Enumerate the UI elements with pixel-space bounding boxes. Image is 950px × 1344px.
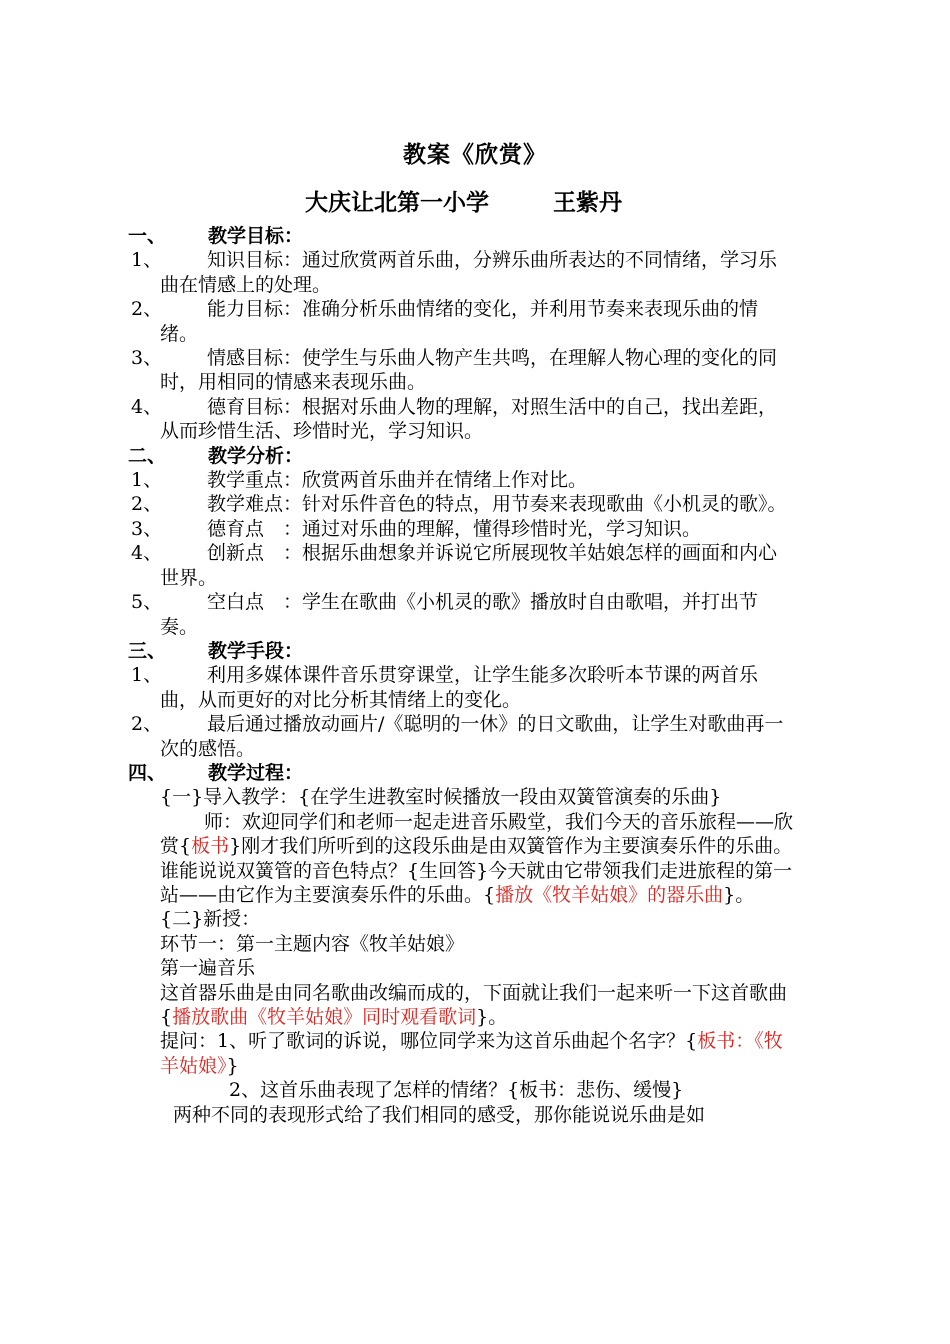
list-item bbox=[128, 248, 793, 297]
list-item bbox=[128, 541, 793, 590]
teacher-paragraph: 师：欢迎同学们和老师一起走进音乐殿堂，我们今天的音乐旅程——欣赏{板书}刚才我们所听到的这段乐曲是由双簧管作为主要演奏乐件的乐曲。谁能说说双簧管的音色特点？{生回答}今天就由它带领我们走进旅程的第一站——由它作为主要演奏乐件的乐曲。{播放《牧羊姑娘》的器乐曲}。 bbox=[160, 810, 794, 906]
document-body bbox=[128, 224, 793, 1127]
list-item bbox=[128, 297, 793, 346]
list-item bbox=[128, 492, 793, 516]
section-number: 三、 bbox=[128, 639, 167, 662]
list-item bbox=[128, 468, 793, 492]
section-number: 二、 bbox=[128, 444, 167, 467]
board-note: 板书 bbox=[191, 835, 230, 858]
section-number: 一、 bbox=[128, 225, 167, 247]
board-note: 板书：《牧羊姑娘》 bbox=[160, 1030, 783, 1077]
step-heading: 环节一：第一主题内容《牧羊姑娘》 bbox=[160, 932, 465, 955]
item-text: 情感目标：使学生与乐曲人物产生共鸣，在理解人物心理的变化的同时，用相同的情感来表现乐曲。 bbox=[160, 347, 778, 394]
list-item bbox=[128, 346, 793, 395]
song-paragraph: 这首器乐曲是由同名歌曲改编而成的，下面就让我们一起来听一下这首歌曲{播放歌曲《牧羊姑娘》同时观看歌词}。 bbox=[160, 981, 788, 1028]
item-number: 3、 bbox=[131, 347, 163, 370]
item-number: 4、 bbox=[131, 395, 163, 418]
item-text: 德育目标：根据对乐曲人物的理解，对照生活中的自己，找出差距，从而珍惜生活、珍惜时光，学习知识。 bbox=[160, 395, 778, 443]
item-text: 创新点 ：根据乐曲想象并诉说它所展现牧羊姑娘怎样的画面和内心世界。 bbox=[160, 542, 778, 589]
section-title: 教学目标： bbox=[208, 225, 304, 247]
section-heading bbox=[128, 224, 793, 248]
item-text: 最后通过播放动画片/《聪明的一休》的日文歌曲，让学生对歌曲再一次的感悟。 bbox=[160, 713, 784, 760]
play-instruction: 播放《牧羊姑娘》的器乐曲 bbox=[495, 883, 724, 906]
item-text: 利用多媒体课件音乐贯穿课堂，让学生能多次聆听本节课的两首乐曲，从而更好的对比分析其情绪上的变化。 bbox=[160, 664, 759, 711]
item-text: 空白点 ：学生在歌曲《小机灵的歌》播放时自由歌唱，并打出节奏。 bbox=[160, 591, 759, 638]
item-number: 1、 bbox=[131, 469, 163, 492]
document-title: 教案《欣赏》 bbox=[403, 141, 547, 168]
list-item bbox=[128, 663, 793, 712]
item-number: 1、 bbox=[131, 249, 163, 272]
step-subheading: 第一遍音乐 bbox=[160, 957, 256, 980]
section-heading bbox=[128, 761, 793, 785]
section-title: 教学过程： bbox=[208, 761, 304, 784]
section-heading bbox=[128, 444, 793, 468]
item-number: 1、 bbox=[131, 664, 163, 687]
section-number: 四、 bbox=[128, 761, 167, 784]
item-number: 2、 bbox=[131, 298, 163, 321]
author-line: 大庆让北第一小学 王紫丹 bbox=[305, 189, 623, 216]
section-title: 教学分析： bbox=[208, 444, 304, 467]
question-paragraph: 提问：1、听了歌词的诉说，哪位同学来为这首乐曲起个名字？{板书：《牧羊姑娘》} bbox=[160, 1030, 783, 1077]
section-heading bbox=[128, 639, 793, 663]
list-item bbox=[128, 590, 793, 639]
item-text: 能力目标：准确分析乐曲情绪的变化，并利用节奏来表现乐曲的情绪。 bbox=[160, 298, 759, 345]
item-text: 知识目标：通过欣赏两首乐曲，分辨乐曲所表达的不同情绪，学习乐曲在情感上的处理。 bbox=[160, 249, 778, 296]
item-text: 德育点 ：通过对乐曲的理解，懂得珍惜时光，学习知识。 bbox=[207, 517, 702, 540]
list-item bbox=[128, 395, 793, 444]
subsection-heading: {二}新授： bbox=[160, 908, 261, 931]
item-number: 4、 bbox=[131, 542, 163, 565]
list-item bbox=[128, 712, 793, 761]
section-title: 教学手段： bbox=[208, 639, 304, 662]
play-instruction: 播放歌曲《牧羊姑娘》同时观看歌词 bbox=[172, 1006, 477, 1028]
item-number: 2、 bbox=[131, 713, 163, 736]
intro-paragraph: {一}导入教学：{在学生进教室时候播放一段由双簧管演奏的乐曲} bbox=[160, 786, 722, 809]
item-number: 3、 bbox=[131, 517, 163, 540]
item-text: 教学难点：针对乐件音色的特点，用节奏来表现歌曲《小机灵的歌》。 bbox=[207, 493, 787, 516]
closing-paragraph: 两种不同的表现形式给了我们相同的感受，那你能说说乐曲是如 bbox=[173, 1103, 706, 1126]
list-item bbox=[128, 517, 793, 541]
question-two: 2、这首乐曲表现了怎样的情绪？{板书：悲伤、缓慢} bbox=[229, 1079, 684, 1102]
item-text: 教学重点：欣赏两首乐曲并在情绪上作对比。 bbox=[207, 469, 588, 492]
item-number: 5、 bbox=[131, 591, 163, 614]
item-number: 2、 bbox=[131, 493, 163, 516]
